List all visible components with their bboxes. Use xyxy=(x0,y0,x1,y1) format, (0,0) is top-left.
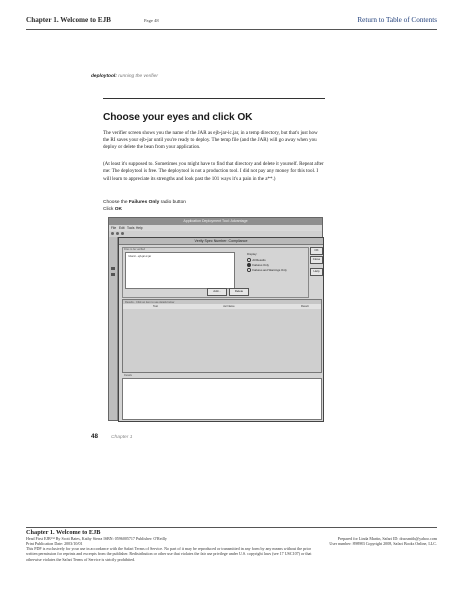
results-table-body xyxy=(123,309,321,372)
footer-chapter-title: Chapter 1. Welcome to EJB xyxy=(26,529,101,536)
section-tool-name: deploytool: xyxy=(91,74,117,79)
dialog-title: Verify Spec Number: Compliance xyxy=(194,239,248,244)
instruction-steps xyxy=(103,200,186,214)
footer-legal-line-3: otherwise violates the Safari Terms of Service is strictly prohibited. xyxy=(26,556,136,562)
menu-file: File xyxy=(111,225,117,230)
dialog-close-button: Close xyxy=(310,256,323,264)
radio-failures-only: Failures Only xyxy=(247,263,269,267)
header-page-label: Page 48 xyxy=(144,17,159,23)
display-label: Display: xyxy=(247,252,258,256)
step-click-ok: Click OK xyxy=(103,206,122,212)
page-footer xyxy=(26,529,437,562)
section-heading: Choose your eyes and click OK xyxy=(103,112,253,123)
verifier-dialog xyxy=(118,237,324,422)
tree-node-icon xyxy=(111,267,115,270)
app-window-title: Application Deployment Tool: Advantage xyxy=(183,219,248,224)
footer-divider xyxy=(26,527,437,528)
deploytool-screenshot xyxy=(108,217,323,421)
printed-page-number: 48 xyxy=(91,433,99,440)
column-jar-name: Jar Name xyxy=(223,304,235,308)
app-titlebar xyxy=(109,218,322,225)
dialog-titlebar xyxy=(119,238,323,245)
footer-legal-line-1: This PDF is exclusively for your use in accordance with the Safari Terms of Service. No part of it may be reproduced or transmitted in any form by any means without the prior xyxy=(26,546,311,552)
body-paragraph-1: The verifier screen shows you the name of the JAR as ejb-jar-ic.jar, in a temp directory, but that's just how the RI saves your ejb-jar until you're ready to deploy. The temp file (and the JAR) will go away when you deploy or delete the bean from your application. xyxy=(103,129,318,151)
radio-selected-icon xyxy=(247,263,251,267)
jar-file-list xyxy=(125,252,235,289)
footer-copyright: User number: 898983 Copyright 2008, Safari Books Online, LLC. xyxy=(329,541,437,547)
radio-all-results: All Results xyxy=(247,258,266,262)
dialog-delete-button: Delete xyxy=(229,288,249,296)
radio-unselected-icon xyxy=(247,258,251,262)
section-subtitle: running the verifier xyxy=(118,74,158,79)
footer-prepared-for: Prepared for Linda Martin, Safari ID: dracsmith@yahoo.com xyxy=(337,536,437,541)
toolbar-button-icon xyxy=(116,232,119,235)
footer-pub-date: Print Publication Date: 2003/10/01 xyxy=(26,541,83,547)
header-divider xyxy=(26,29,437,30)
display-options xyxy=(247,252,303,286)
app-tree-panel xyxy=(109,237,118,420)
results-label: Results - Click an item to see details below xyxy=(125,300,175,304)
files-label: Files to be verified xyxy=(124,248,146,251)
step-choose-failures: Choose the Failures Only radio button xyxy=(103,200,186,205)
body-paragraph-2: (At least it's supposed to. Sometimes you might have to find that directory and delete it yourself. Repeat after me: The deploytool is free. The deploytool is not a production tool. I did not pay any money for this tool. I will learn to appreciate its strengths and look past the 101 ways it's a pain in the a**.) xyxy=(103,161,324,182)
details-label: Details xyxy=(124,374,132,377)
footer-row-2 xyxy=(26,541,437,546)
dialog-help-button: Help xyxy=(310,268,323,276)
results-panel xyxy=(122,299,322,373)
return-to-toc-link[interactable]: Return to Table of Contents xyxy=(357,16,437,24)
footer-legal-line-2: written permission for reprints and excerpts from the publisher. Redistribution or other use that violates the fair use privilege under U.S. copyright laws (see 17 USC107) or that xyxy=(26,551,312,557)
printed-chapter-ref: Chapter 1 xyxy=(111,434,133,440)
column-test: Test xyxy=(153,304,158,308)
radio-unselected-icon xyxy=(247,268,251,272)
toolbar-button-icon xyxy=(111,232,114,235)
dialog-add-button: Add... xyxy=(207,288,227,296)
section-label xyxy=(91,74,158,79)
tree-node-icon xyxy=(111,273,115,276)
dialog-ok-button: OK xyxy=(310,247,323,255)
menu-help: Help xyxy=(136,225,143,230)
details-panel xyxy=(122,378,322,420)
header-chapter-title: Chapter 1. Welcome to EJB xyxy=(26,16,111,24)
menu-edit: Edit xyxy=(119,225,125,230)
jar-list-item: /Users/...ejb-jar-ic.jar xyxy=(128,255,152,258)
footer-book-info: Head First EJB™ By Scott Bates, Kathy Sierra ISBN: 0596005717 Publisher: O'Reilly xyxy=(26,536,167,541)
column-result: Result xyxy=(301,304,309,308)
menu-tools: Tools xyxy=(127,225,135,230)
radio-failures-and-warnings: Failures and Warnings Only xyxy=(247,268,287,272)
section-divider xyxy=(103,98,325,99)
toolbar-button-icon xyxy=(121,232,124,235)
